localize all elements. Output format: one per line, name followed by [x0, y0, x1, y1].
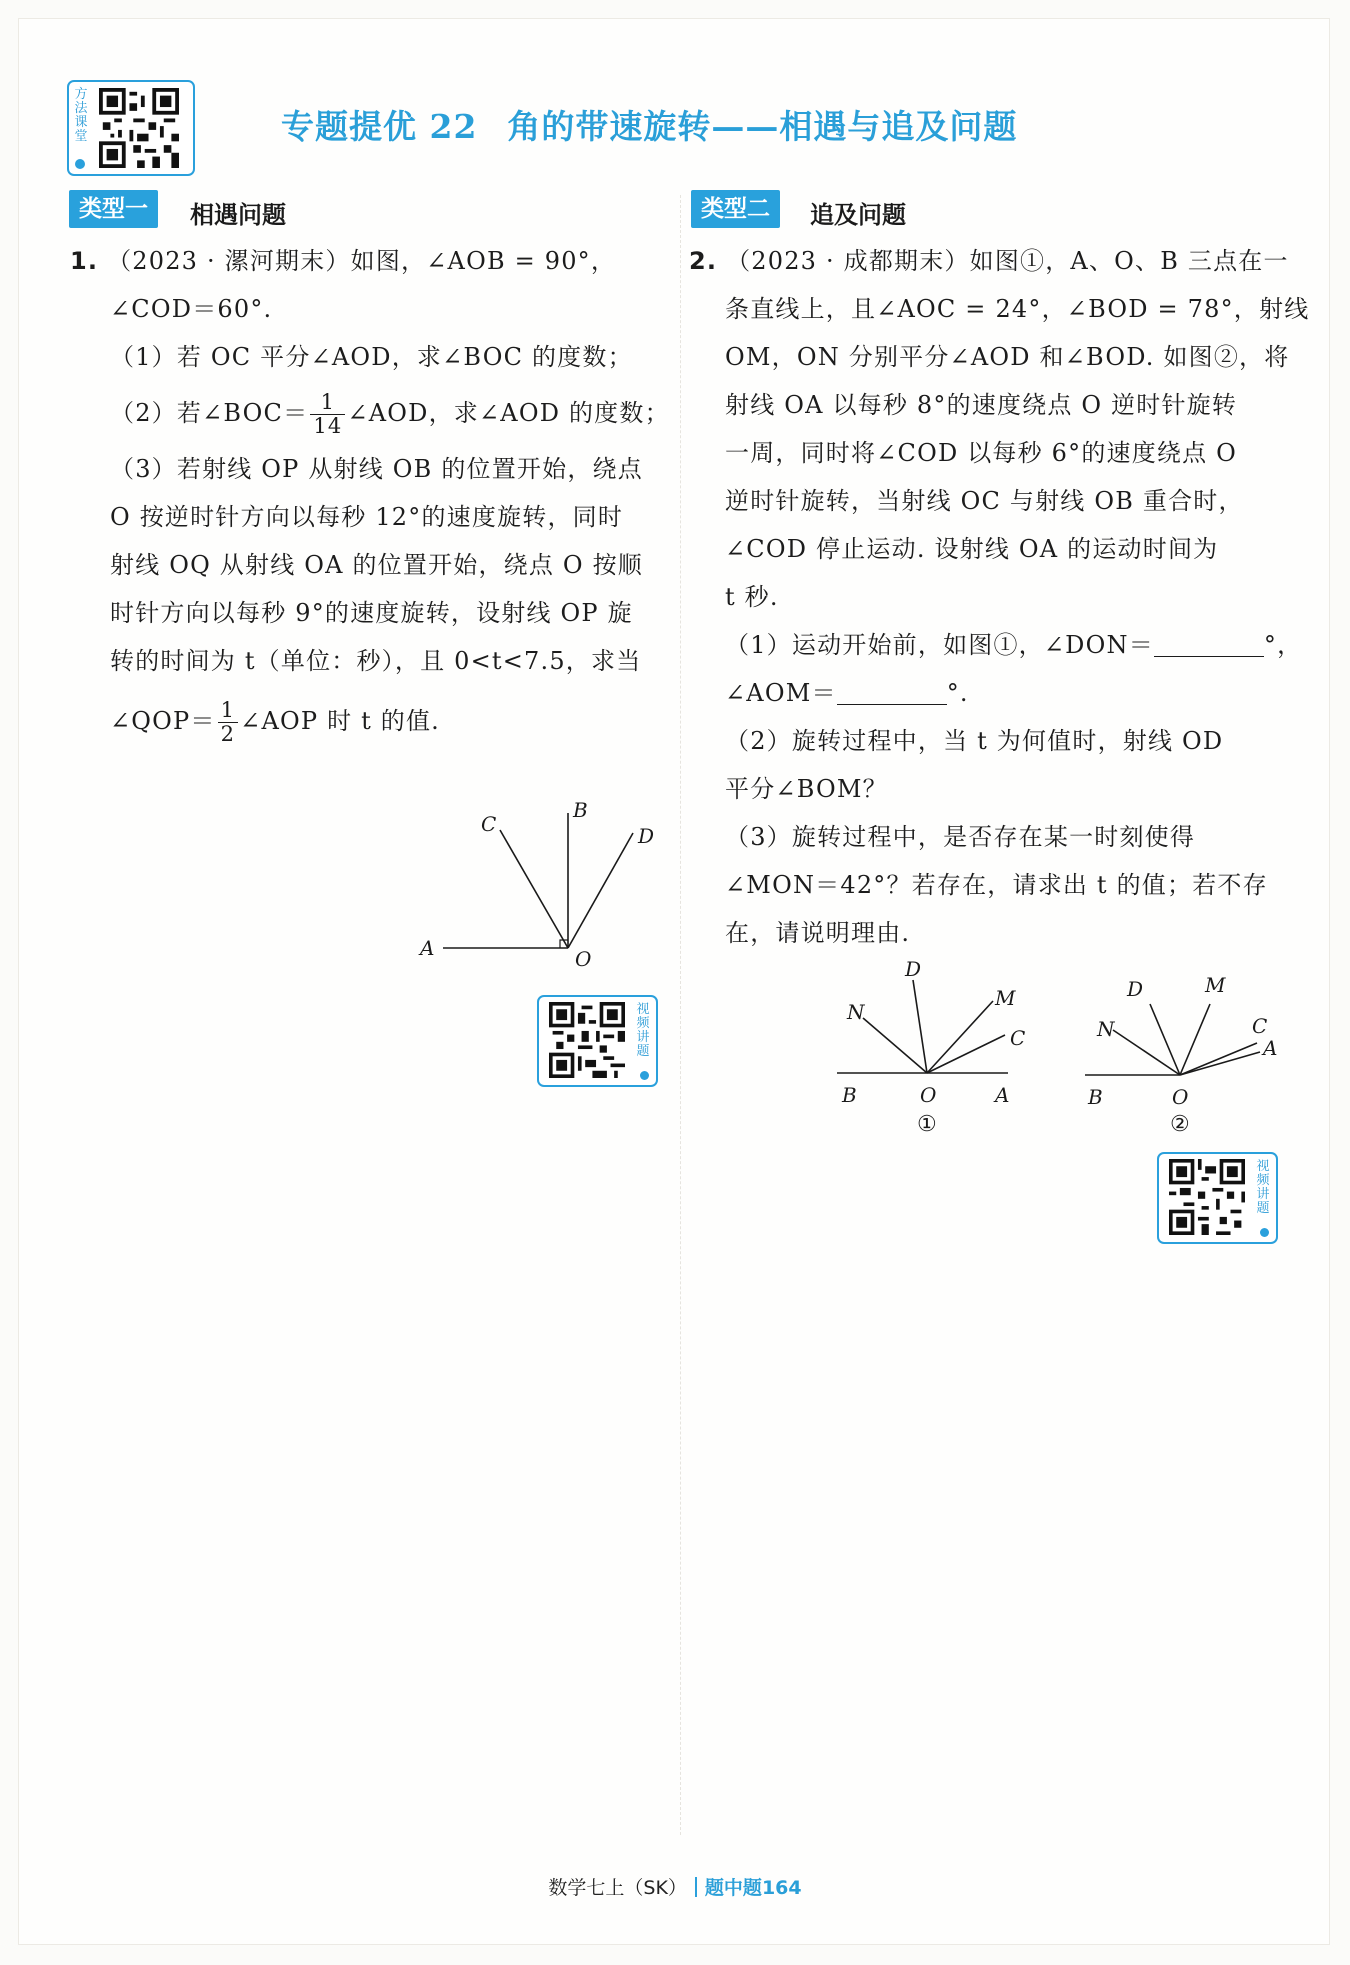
ray-od	[568, 833, 633, 948]
video-explanation-label: 视频讲题	[1256, 1159, 1270, 1216]
qr-code-icon	[97, 88, 181, 168]
q2-line: ∠MON＝42°？若存在，请求出 t 的值；若不存	[725, 871, 1268, 899]
q2-line: OM，ON 分别平分∠AOD 和∠BOD. 如图②，将	[725, 343, 1290, 371]
method-class-label: 方法课堂	[74, 87, 88, 144]
label-m: M	[1205, 973, 1226, 997]
question-2	[689, 237, 1310, 957]
q1-subquestion-2: （2）若∠BOC＝	[110, 399, 309, 427]
q2-subquestion-3: （3）旋转过程中，是否存在某一时刻使得	[725, 823, 1196, 851]
video-explanation-qr-card[interactable]	[1157, 1152, 1278, 1244]
play-icon	[1260, 1228, 1269, 1237]
section1-heading: 相遇问题	[190, 201, 286, 229]
label-a: A	[995, 1083, 1010, 1107]
label-d: D	[638, 824, 655, 848]
q1-subquestion-1: （1）若 OC 平分∠AOD，求∠BOC 的度数；	[110, 343, 633, 371]
q2-line: （2023 · 成都期末）如图①，A、O、B 三点在一	[726, 247, 1289, 275]
q2-subquestion-2: （2）旋转过程中，当 t 为何值时，射线 OD	[725, 727, 1224, 755]
label-m: M	[995, 986, 1016, 1010]
fraction	[218, 699, 239, 746]
q1-line: 时针方向以每秒 9°的速度旋转，设射线 OP 旋	[110, 599, 633, 627]
section1-badge: 类型一	[69, 190, 158, 228]
q1-line: 转的时间为 t（单位：秒），且 0<t<7.5，求当	[110, 647, 642, 675]
q2-line: °，	[1263, 631, 1303, 659]
label-n: N	[1097, 1017, 1115, 1041]
label-c: C	[1010, 1026, 1026, 1050]
label-n: N	[847, 1000, 865, 1024]
question-1-number: 1.	[70, 247, 99, 275]
figure-2-caption: ②	[1170, 1112, 1190, 1137]
q1-angle-figure	[415, 795, 675, 980]
title-topic-name: 角的带速旋转——相遇与追及问题	[507, 107, 1018, 146]
q1-line: ∠AOP 时 t 的值.	[240, 707, 440, 735]
q1-line: O 按逆时针方向以每秒 12°的速度旋转，同时	[110, 503, 624, 531]
answer-blank-don[interactable]	[1154, 632, 1264, 657]
ray-oc	[927, 1035, 1005, 1073]
label-o: O	[920, 1083, 937, 1107]
method-class-qr-card[interactable]	[67, 80, 195, 176]
fraction-numerator: 1	[218, 699, 239, 723]
ray-oa	[1180, 1052, 1260, 1075]
section2-heading: 追及问题	[810, 201, 906, 229]
video-explanation-label: 视频讲题	[636, 1002, 650, 1059]
ray-on	[863, 1018, 927, 1073]
footer-series-brand: 题中题	[704, 1877, 762, 1899]
q2-line: 逆时针旋转，当射线 OC 与射线 OB 重合时，	[725, 487, 1244, 515]
answer-blank-aom[interactable]	[837, 680, 947, 705]
play-icon	[75, 159, 85, 169]
q1-subquestion-3: （3）若射线 OP 从射线 OB 的位置开始，绕点	[110, 455, 643, 483]
question-2-number: 2.	[689, 247, 718, 275]
q2-subquestion-1: （1）运动开始前，如图①，∠DON＝	[725, 631, 1154, 659]
q2-line: 一周，同时将∠COD 以每秒 6°的速度绕点 O	[725, 439, 1238, 467]
q1-subquestion-2-rest: ∠AOD，求∠AOD 的度数；	[347, 399, 670, 427]
label-a: A	[1263, 1036, 1278, 1060]
label-a: A	[420, 936, 435, 960]
figure-1-caption: ①	[917, 1112, 937, 1137]
q1-line: （2023 · 漯河期末）如图，∠AOB = 90°，	[107, 247, 617, 275]
column-divider	[680, 195, 681, 1835]
play-icon	[640, 1071, 649, 1080]
label-b: B	[842, 1083, 857, 1107]
q2-line: 在，请说明理由.	[725, 919, 911, 947]
q2-line: °.	[946, 679, 969, 707]
page-number: 164	[761, 1877, 802, 1899]
q2-figure-1	[825, 955, 1035, 1145]
q2-line: t 秒.	[725, 583, 779, 611]
label-d: D	[905, 957, 922, 981]
qr-code-icon	[1167, 1159, 1247, 1235]
video-explanation-qr-card[interactable]	[537, 995, 658, 1087]
fraction-denominator: 2	[220, 722, 236, 746]
label-b: B	[1088, 1085, 1103, 1109]
label-b: B	[573, 798, 588, 822]
footer-book-title: 数学七上（SK）	[548, 1877, 687, 1899]
ray-oc	[500, 830, 568, 948]
q1-line: 射线 OQ 从射线 OA 的位置开始，绕点 O 按顺	[110, 551, 644, 579]
page-title	[281, 101, 1017, 148]
fraction-numerator: 1	[310, 391, 345, 415]
q2-line: 条直线上，且∠AOC = 24°，∠BOD = 78°，射线	[725, 295, 1310, 323]
q2-line: 平分∠BOM？	[725, 775, 888, 803]
q2-line: ∠AOM＝	[725, 679, 837, 707]
label-o: O	[1172, 1085, 1189, 1109]
section2-badge: 类型二	[691, 190, 780, 228]
q2-line: 射线 OA 以每秒 8°的速度绕点 O 逆时针旋转	[725, 391, 1238, 419]
fraction-denominator: 14	[313, 414, 343, 438]
label-d: D	[1127, 977, 1144, 1001]
ray-om	[927, 1001, 993, 1073]
fraction	[310, 391, 345, 438]
ray-od	[913, 980, 927, 1073]
qr-code-icon	[547, 1002, 627, 1078]
q2-figure-2	[1080, 960, 1290, 1145]
title-topic-number: 专题提优 22	[281, 107, 478, 146]
label-c: C	[481, 812, 497, 836]
q1-line: ∠QOP＝	[110, 707, 216, 735]
page-footer	[0, 1873, 1350, 1900]
label-o: O	[575, 947, 592, 971]
footer-separator	[695, 1877, 697, 1897]
q1-line: ∠COD＝60°.	[110, 295, 273, 323]
label-c: C	[1252, 1014, 1268, 1038]
question-1	[70, 237, 670, 757]
q2-line: ∠COD 停止运动. 设射线 OA 的运动时间为	[725, 535, 1219, 563]
